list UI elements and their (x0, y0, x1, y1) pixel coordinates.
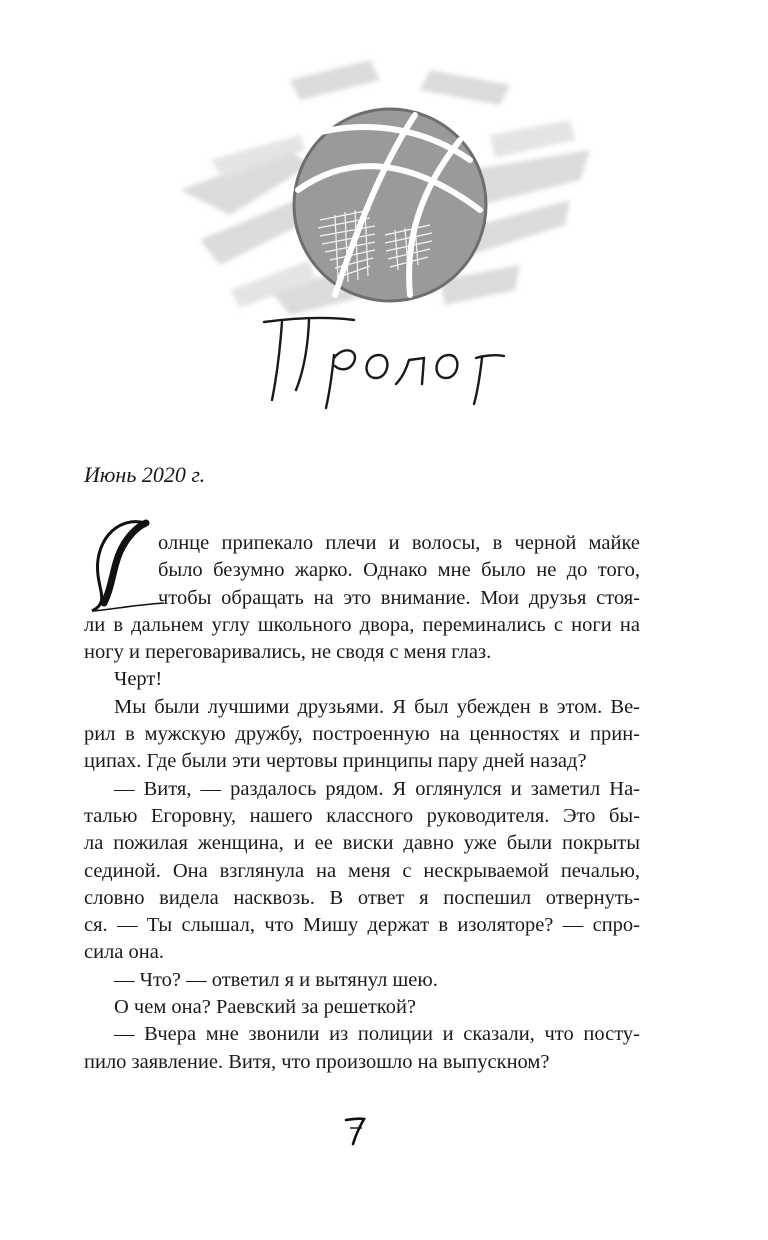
text-line: ногу и переговаривались, не сводя с меня глаз. (84, 641, 492, 664)
text-line: ли в дальнем углу школьного двора, переминались с ноги на (84, 613, 640, 636)
text-line: О чем она? Раевский за решеткой? (114, 996, 417, 1019)
text-line: — Вчера мне звонили из полиции и сказали, что посту- (114, 1023, 640, 1046)
text-line: чтобы обращать на это внимание. Мои друзья стоя- (158, 586, 640, 609)
body-text (84, 530, 640, 1076)
text-line: словно видела насквозь. В ответ я поспешил отвернуть- (84, 886, 640, 909)
text-line: ла пожилая женщина, и ее виски давно уже были покрыты (84, 832, 640, 855)
text-line: Мы были лучшими друзьями. Я был убежден в этом. Ве- (114, 695, 640, 718)
text-line: — Что? — ответил я и вытянул шею. (114, 968, 438, 991)
text-line: рил в мужскую дружбу, построенную на ценностях и прин- (84, 723, 640, 746)
text-line: пило заявление. Витя, что произошло на выпускном? (84, 1050, 550, 1073)
text-line: олнце припекало плечи и волосы, в черной майке (158, 532, 640, 554)
text-line: ся. — Ты слышал, что Мишу держат в изоляторе? — спро- (84, 914, 640, 937)
chapter-title (0, 300, 768, 420)
chapter-date: Июнь 2020 г. (84, 462, 206, 487)
text-line: было безумно жарко. Однако мне было не до того, (158, 559, 640, 582)
text-line: — Витя, — раздалось рядом. Я оглянулся и заметил На- (114, 777, 640, 800)
text-line: талью Егоровну, нашего классного руководителя. Это бы- (84, 804, 640, 827)
page-number (334, 1110, 374, 1150)
text-line: сединой. Она взглянула на меня с нескрываемой печалью, (84, 859, 640, 882)
text-line: Черт! (114, 668, 163, 691)
basketball-illustration (170, 40, 610, 340)
text-line: ципах. Где были эти чертовы принципы пару дней назад? (84, 750, 587, 773)
text-line: сила она. (84, 941, 164, 964)
